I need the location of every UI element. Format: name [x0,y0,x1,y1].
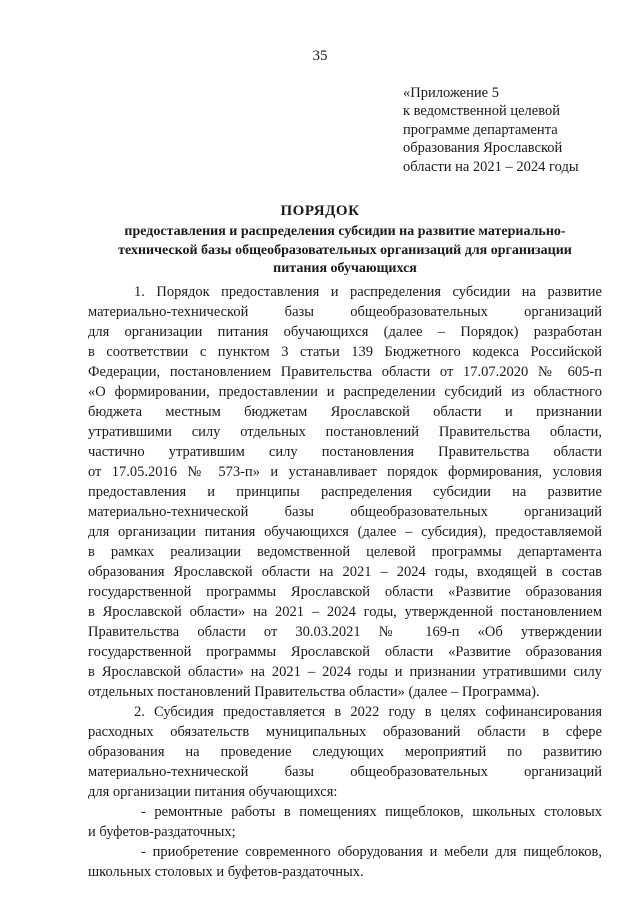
document-subtitle [90,223,600,279]
body-line: в Ярославской области» на 2021 – 2024 годы, утвержденной постановлением [88,604,602,620]
appendix-header [403,84,623,176]
appendix-line: образования Ярославской [403,140,563,157]
body-line: материально-технической базы общеобразовательных организаций [88,504,602,520]
subtitle-line: питания обучающихся [273,261,417,276]
body-line: материально-технической базы общеобразовательных организаций [88,764,602,780]
body-line: «О формировании, предоставлении и распределении субсидий из областного [88,384,602,400]
body-line: государственной программы Ярославской области «Развитие образования [88,644,602,660]
body-line: 2. Субсидия предоставляется в 2022 году в целях софинансирования [134,704,602,720]
body-line: 1. Порядок предоставления и распределения субсидии на развитие [134,284,602,300]
appendix-line: программе департамента [403,121,558,138]
body-line: - ремонтные работы в помещениях пищеблоков, школьных столовых [141,804,602,820]
body-line: частично утратившим силу постановления Правительства области [88,444,602,460]
document-title: ПОРЯДОК [280,203,360,219]
body-line: расходных обязательств муниципальных образований области в сфере [88,724,602,740]
body-line: - приобретение современного оборудования и мебели для пищеблоков, [141,844,602,860]
body-line: Правительства области от 30.03.2021 № 169-п «Об утверждении [88,624,602,640]
body-line: от 17.05.2016 № 573-п» и устанавливает порядок формирования, условия [88,464,602,480]
body-line: бюджета местным бюджетам Ярославской области и признании [88,404,602,420]
body-line: и буфетов-раздаточных; [88,824,236,840]
body-line: отдельных постановлений Правительства области» (далее – Программа). [88,684,540,700]
body-line: в Ярославской области» на 2021 – 2024 годы и признании утратившими силу [88,664,602,680]
body-line: школьных столовых и буфетов-раздаточных. [88,864,364,880]
body-line: образования Ярославской области на 2021 – 2024 годы, входящей в состав [88,564,602,580]
body-line: предоставления и принципы распределения субсидии на развитие [88,484,602,500]
body-line: материально-технической базы общеобразовательных организаций [88,304,602,320]
body-line: государственной программы Ярославской области «Развитие образования [88,584,602,600]
appendix-line: к ведомственной целевой [403,103,560,120]
body-line: для организации питания обучающихся (далее – субсидия), предоставляемой [88,524,602,540]
appendix-line: «Приложение 5 [403,85,499,101]
body-line: образования на проведение следующих мероприятий по развитию [88,744,602,760]
appendix-line: области на 2021 – 2024 годы [403,158,579,175]
page-number: 35 [312,48,328,64]
body-line: для организации питания обучающихся (далее – Порядок) разработан [88,324,602,340]
subtitle-line: технической базы общеобразовательных организаций для организации [118,242,572,258]
body-line: в соответствии с пунктом 3 статьи 139 Бюджетного кодекса Российской [88,344,602,360]
body-line: в рамках реализации ведомственной целевой программы департамента [88,544,602,560]
subtitle-line: предоставления и распределения субсидии на развитие материально- [124,224,566,239]
body-line: утратившими силу отдельных постановлений Правительства области, [88,424,602,440]
body-line: Федерации, постановлением Правительства области от 17.07.2020 № 605-п [88,364,602,380]
body-line: для организации питания обучающихся: [88,784,338,800]
